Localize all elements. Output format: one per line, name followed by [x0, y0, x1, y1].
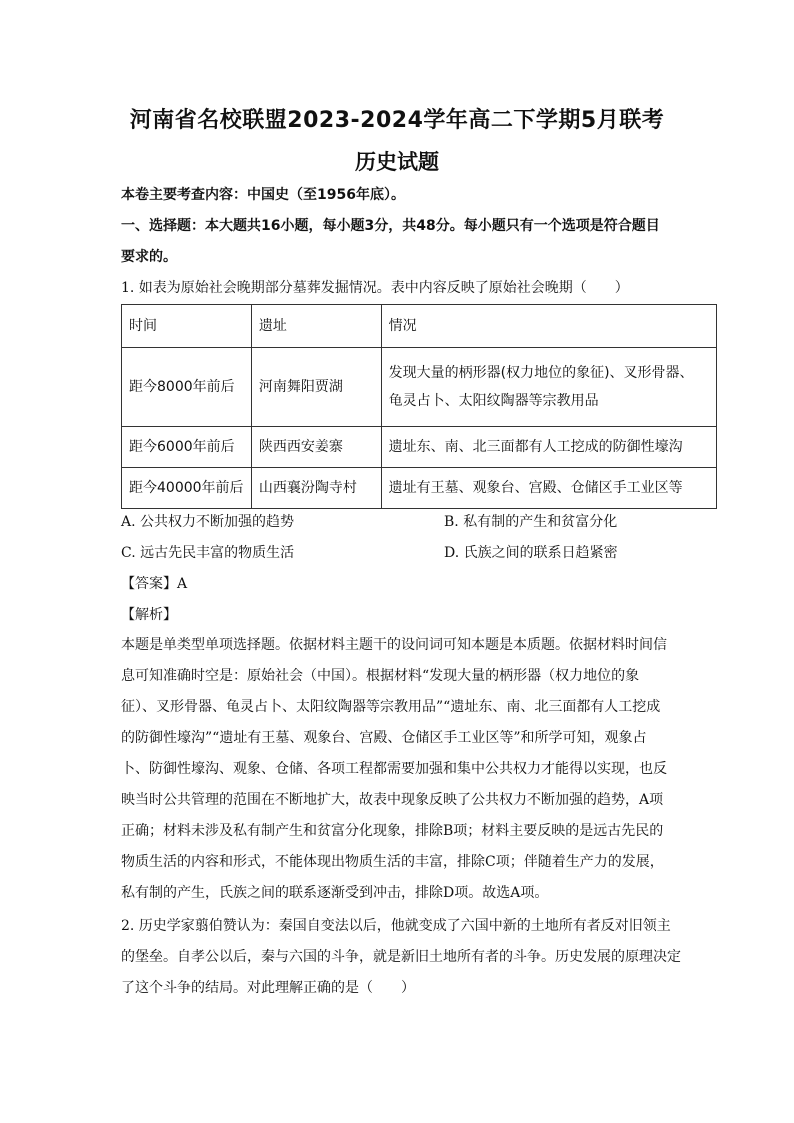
question-2-line: 了这个斗争的结局。对此理解正确的是（ ） [121, 980, 415, 996]
cell-site: 陕西西安姜寨 [251, 427, 381, 468]
cell-time: 距今6000年前后 [122, 427, 252, 468]
analysis-line: 征）、叉形骨器、龟灵占卜、太阳纹陶器等宗教用品”“遗址东、南、北三面都有人工挖成 [121, 699, 661, 715]
analysis-line: 本题是单类型单项选择题。依据材料主题干的设问词可知本题是本质题。依据材料时间信 [121, 637, 667, 653]
table-row [122, 348, 717, 427]
question-2-stem [121, 911, 681, 1004]
header-site: 遗址 [251, 305, 381, 348]
section-instruction-line2: 要求的。 [121, 249, 177, 265]
cell-info-line: 发现大量的柄形器(权力地位的象征)、叉形骨器、 [388, 365, 694, 381]
cell-info-line: 龟灵占卜、太阳纹陶器等宗教用品 [388, 393, 599, 409]
analysis-label: 【解析】 [121, 607, 177, 623]
option-c: C. 远古先民丰富的物质生活 [121, 545, 295, 561]
question-2-line: 2. 历史学家翦伯赞认为：秦国自变法以后，他就变成了六国中新的土地所有者反对旧领主 [121, 918, 671, 934]
page-title: 河南省名校联盟2023-2024学年高二下学期5月联考 [129, 108, 665, 133]
page-subtitle: 历史试题 [355, 150, 439, 174]
cell-info [381, 348, 716, 427]
cell-site: 山西襄汾陶寺村 [251, 468, 381, 509]
cell-info: 遗址有王墓、观象台、宫殿、仓储区手工业区等 [381, 468, 716, 509]
analysis-line: 物质生活的内容和形式，不能体现出物质生活的丰富，排除C项；伴随着生产力的发展， [121, 854, 664, 870]
cell-info: 遗址东、南、北三面都有人工挖成的防御性壕沟 [381, 427, 716, 468]
analysis-line: 的防御性壕沟”“遗址有王墓、观象台、宫殿、仓储区手工业区等”和所学可知，观象占 [121, 730, 647, 746]
analysis-line: 息可知准确时空是：原始社会（中国）。根据材料“发现大量的柄形器（权力地位的象 [121, 668, 640, 684]
table-row [122, 468, 717, 509]
scope-note: 本卷主要考查内容：中国史（至1956年底）。 [121, 187, 405, 203]
analysis-line: 私有制的产生，氏族之间的联系逐渐受到冲击，排除D项。故选A项。 [121, 885, 549, 901]
question-2-line: 的堡垒。自孝公以后，秦与六国的斗争，就是新旧土地所有者的斗争。历史发展的原理决定 [121, 949, 681, 965]
option-d: D. 氏族之间的联系日趋紧密 [444, 545, 618, 561]
option-a: A. 公共权力不断加强的趋势 [121, 514, 295, 530]
cell-time: 距今40000年前后 [122, 468, 252, 509]
table-header-row [122, 305, 717, 348]
table-row [122, 427, 717, 468]
analysis-line: 正确；材料未涉及私有制产生和贫富分化现象，排除B项；材料主要反映的是远古先民的 [121, 823, 664, 839]
header-info: 情况 [381, 305, 716, 348]
question-1-stem: 1. 如表为原始社会晚期部分墓葬发掘情况。表中内容反映了原始社会晚期（ ） [121, 280, 629, 296]
section-instruction-line1: 一、选择题：本大题共16小题，每小题3分，共48分。每小题只有一个选项是符合题目 [121, 218, 660, 234]
cell-site: 河南舞阳贾湖 [251, 348, 381, 427]
answer-line: 【答案】A [121, 576, 188, 592]
analysis-line: 卜、防御性壕沟、观象、仓储、各项工程都需要加强和集中公共权力才能得以实现，也反 [121, 761, 667, 777]
option-b: B. 私有制的产生和贫富分化 [444, 514, 618, 530]
analysis-paragraph [121, 630, 681, 909]
excavation-table [121, 304, 717, 509]
cell-time: 距今8000年前后 [122, 348, 252, 427]
analysis-line: 映当时公共管理的范围在不断地扩大，故表中现象反映了公共权力不断加强的趋势，A项 [121, 792, 664, 808]
header-time: 时间 [122, 305, 252, 348]
